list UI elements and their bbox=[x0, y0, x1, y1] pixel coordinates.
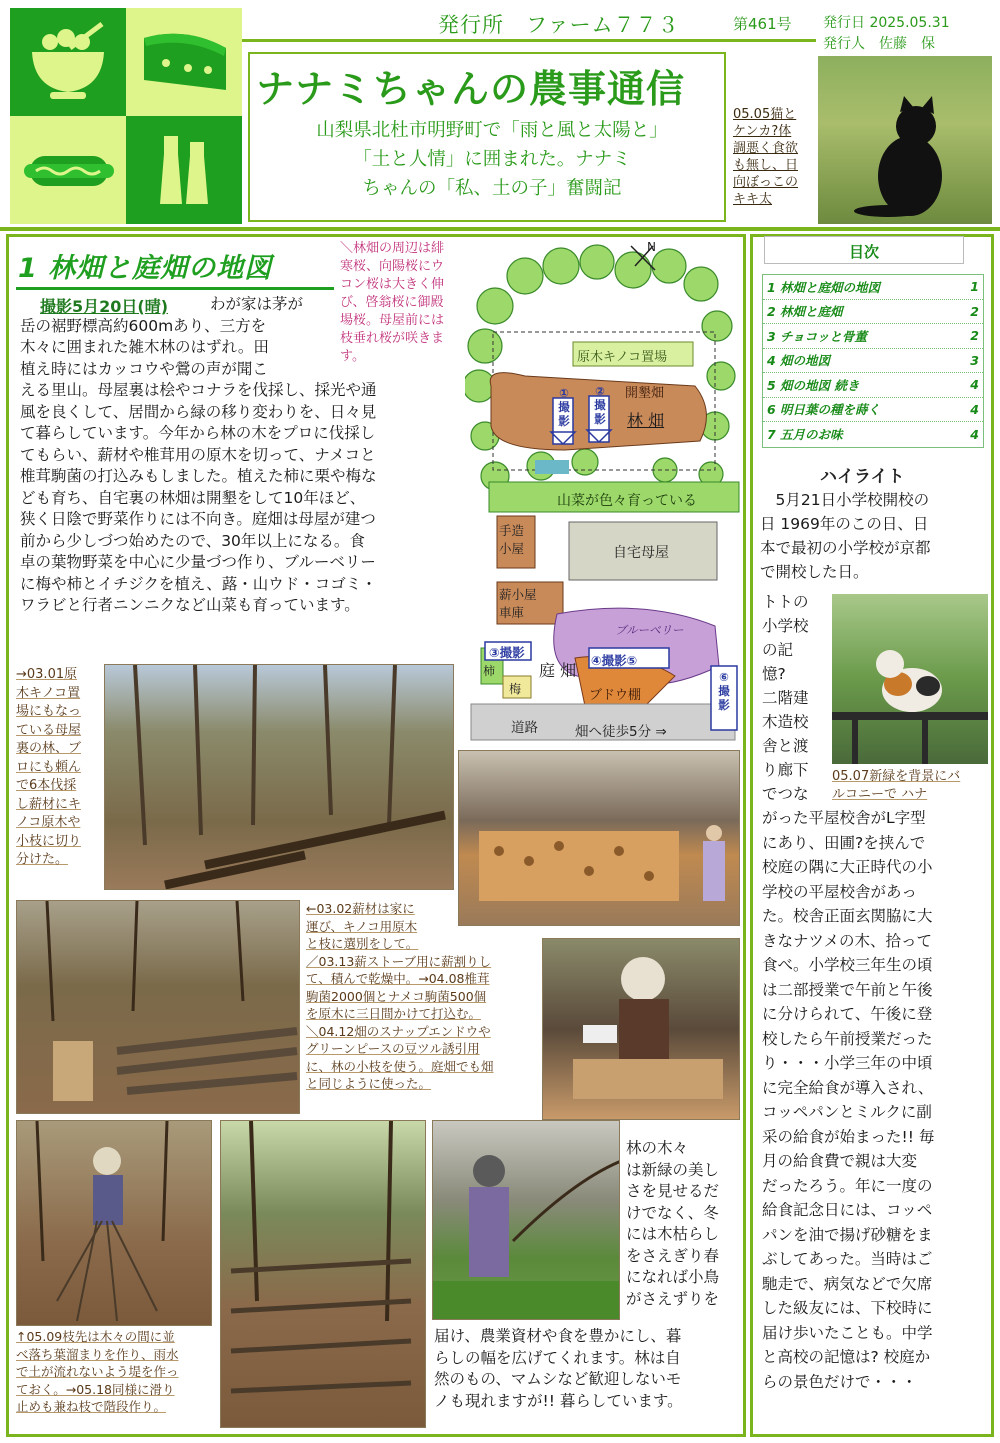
header-rule bbox=[0, 227, 1000, 231]
map-blueberry: ブルーベリー bbox=[615, 623, 684, 637]
salt-pepper-icon bbox=[126, 116, 242, 224]
toc-item-page: 4 bbox=[970, 377, 979, 393]
issue-date: 発行日 2025.05.31 bbox=[823, 15, 950, 31]
toc-item-label: 1 林畑と庭畑の地図 bbox=[767, 279, 881, 295]
photo-forest bbox=[104, 664, 454, 890]
bowl-icon bbox=[10, 8, 126, 116]
photo-logs bbox=[16, 900, 300, 1114]
forest-text-bottom: 届け、農業資材や食を豊かにし、暮 らしの幅を広げてくれます。林は自 然のもの、マムシなど歓迎しないモ ノも現れますが!! 暮らしています。 bbox=[434, 1327, 683, 1410]
toc-item-2[interactable] bbox=[763, 300, 983, 325]
map-kaikon: 開墾畑 bbox=[625, 386, 665, 401]
toc-item-page: 4 bbox=[970, 401, 979, 417]
toc-item-label: 6 明日葉の種を蒔く bbox=[767, 402, 881, 418]
highlight-text-left: トトの 小学校 の記 憶? 二階建 木造校 舎と渡 り廊下 でつな bbox=[762, 593, 809, 803]
highlight-title: ハイライト bbox=[820, 467, 905, 487]
section-heading: 1 林畑と庭畑の地図 bbox=[18, 253, 273, 284]
table-of-contents bbox=[762, 274, 984, 448]
photo-cat-balcony bbox=[832, 594, 988, 764]
map-kaki: 柿 bbox=[483, 664, 496, 678]
map-shot-3: ③撮影 bbox=[489, 645, 525, 660]
map-road: 道路 bbox=[511, 720, 538, 736]
map-walk: 畑へ徒歩5分 ⇒ bbox=[575, 724, 667, 740]
map-ume: 梅 bbox=[509, 682, 522, 696]
tile-pie bbox=[126, 8, 242, 116]
article-body-top: わが家は茅が 岳の裾野標高約600mあり、三方を 木々に囲まれた雑木林のはずれ。田 植え時にはカッコウや鶯の声が聞こ bbox=[20, 295, 304, 378]
map-maki: 薪小屋 車庫 bbox=[499, 587, 537, 620]
map-rinbata: 林 畑 bbox=[627, 411, 665, 430]
toc-item-1[interactable] bbox=[763, 275, 983, 300]
toc-item-page: 4 bbox=[970, 426, 979, 442]
toc-item-4[interactable] bbox=[763, 349, 983, 374]
map-shot-1: ① 撮 影 bbox=[558, 386, 570, 428]
highlight-text-bottom: がった平屋校舎がL字型 にあり、田圃?を挟んで 校庭の隅に大正時代の小 学校の平屋校舎があっ た。校舎正面玄関脇に大 きなナツメの木、拾って 食べ。小学校三年生の頃 は二部授業で午前と午後 に分けられて、午後に登 校したら午前授業だった り・・・小学三年の中頃 に完全給食が導入され、 コッペパンとミルクに副 采の給食が始まった!! 毎 月の給食費で親は大変 だったろう。年に一度の 給食記念日には、コッペ パンを油で揚げ砂糖をま ぶしてあった。当時はご 馳走で、病気などで欠席 した級友には、下校時に 届け歩いたことも。中学 と高校の記憶は? 校庭か らの景色だけで・・・ bbox=[762, 809, 935, 1391]
toc-item-label: 5 畑の地図 続き bbox=[767, 377, 860, 393]
highlight-text-top: 5月21日小学校開校の 日 1969年のこの日、日 本で最初の小学校が京都 で開校した日。 bbox=[760, 491, 931, 581]
map-note: ＼林畑の周辺は緋 寒桜、向陽桜にウ コン桜は大きく伸 び、啓翁桜に御殿 場桜。母屋前には 枝垂れ桜が咲きま す。 bbox=[340, 241, 445, 364]
caption-branches: ↑05.09枝先は木々の間に並 べ落ち葉溜まりを作り、雨水 で土が流れないよう堤を作っ ておく。→05.18同様に滑り 止めも兼ね枝で階段作り。 bbox=[16, 1329, 179, 1414]
photo-inoculation bbox=[542, 938, 740, 1120]
toc-item-7[interactable] bbox=[763, 422, 983, 447]
issue-number: 第461号 bbox=[733, 15, 792, 33]
map-north: N bbox=[647, 240, 656, 254]
hotdog-icon bbox=[10, 116, 126, 224]
caption-cat-balcony: 05.07新緑を背景にバ ルコニーで ハナ bbox=[832, 769, 961, 802]
garden-map bbox=[465, 236, 745, 746]
toc-item-page: 2 bbox=[970, 328, 979, 344]
toc-item-label: 3 チョコッと骨董 bbox=[767, 328, 867, 344]
article-body: える里山。母屋裏は桧やコナラを伐採し、採光や通 風を良くして、居間から緑の移り変わりを、日々見 て暮らしています。今年から林の木をプロに伐採し てもらい、薪材や椎茸用の原木を切って、ナメコと 椎茸駒菌の打込みもしました。植えた柿に栗や梅な ども育ち、自宅裏の林畑は開墾をして10年ほど、 狭く日陰で野菜作りには不向き。庭畑は母屋が建つ 前から少しづつ始めたので、30年以上になる。食 卓の葉物野菜を中心に少量づつ作り、ブルーベリー に梅や柿とイチジクを植え、蕗・山ウド・コゴミ・ ワラビと行者ニンニクなど山菜も育っています。 bbox=[20, 381, 377, 614]
map-budou: ブドウ棚 bbox=[589, 688, 642, 703]
issuer: 発行人 佐藤 保 bbox=[823, 36, 935, 52]
header bbox=[0, 0, 1000, 232]
pie-icon bbox=[126, 8, 242, 116]
map-jitaku: 自宅母屋 bbox=[613, 545, 669, 561]
toc-item-page: 1 bbox=[970, 279, 979, 295]
map-niwabata: 庭 畑 bbox=[539, 661, 577, 680]
publisher: 発行所 ファーム７７３ bbox=[438, 13, 680, 37]
toc-item-6[interactable] bbox=[763, 398, 983, 423]
toc-title: 目次 bbox=[848, 243, 879, 261]
toc-item-5[interactable] bbox=[763, 373, 983, 398]
toc-item-label: 7 五月のお味 bbox=[767, 427, 843, 443]
photo-branches bbox=[16, 1120, 212, 1326]
toc-item-page: 2 bbox=[970, 303, 979, 319]
photo-greenhouse bbox=[432, 1120, 620, 1320]
page-title: ナナミちゃんの農事通信 bbox=[256, 67, 686, 111]
caption-firewood: ←03.02薪材は家に 運び、キノコ用原木 と枝に選別をして。 ／03.13薪ストーブ用に薪割りし て、積んで乾燥中。→04.08椎茸 駒菌2000個とナメコ駒菌500個 を原木に三日間かけて打込む。 ＼04.12畑のスナップエンドウや グリーンピースの豆ツル誘引用 に、林の小枝を使う。庭畑でも畑 と同じように使った。 bbox=[306, 901, 494, 1091]
tile-salt-pepper bbox=[126, 116, 242, 224]
map-shot-2: ② 撮 影 bbox=[594, 384, 606, 426]
toc-item-page: 3 bbox=[970, 352, 979, 368]
toc-item-label: 4 畑の地図 bbox=[767, 353, 831, 369]
photo-steps bbox=[220, 1120, 426, 1428]
toc-item-3[interactable] bbox=[763, 324, 983, 349]
cat-caption: 05.05猫と ケンカ?体 調悪く食欲 も無し、日 向ぼっこの キキ太 bbox=[733, 107, 799, 207]
tile-hotdog bbox=[10, 116, 126, 224]
map-shot-45: ④撮影⑤ bbox=[591, 653, 638, 668]
forest-text-right: 林の木々 は新緑の美し さを見せるだ けでなく、冬 には木枯らし をさえぎり春 になれば小鳥 がさえずりを bbox=[626, 1139, 720, 1308]
icon-tiles bbox=[10, 8, 242, 224]
tile-bowl bbox=[10, 8, 126, 116]
toc-item-label: 2 林畑と庭畑 bbox=[767, 304, 843, 320]
map-kinoko: 原木キノコ置場 bbox=[577, 350, 668, 365]
map-tezukuri: 手造 小屋 bbox=[499, 523, 525, 556]
map-sansai: 山菜が色々育っている bbox=[557, 493, 697, 509]
caption-forest: →03.01原 木キノコ置 場にもなっ ている母屋 裏の林、ブ ロにも頼ん で6本伐採 し薪材にキ ノコ原木や 小枝に切り 分けた。 bbox=[16, 667, 82, 867]
map-shot-6: ⑥ 撮 影 bbox=[718, 670, 730, 712]
intro-label: 撮影5月20日(晴) bbox=[40, 297, 169, 316]
subtitle: 山梨県北杜市明野町で「雨と風と太陽と」 「土と人情」に囲まれた。ナナミ ちゃんの「私、土の子」奮闘記 bbox=[316, 120, 668, 199]
heading-underline bbox=[16, 287, 334, 290]
cat-photo bbox=[818, 56, 992, 224]
